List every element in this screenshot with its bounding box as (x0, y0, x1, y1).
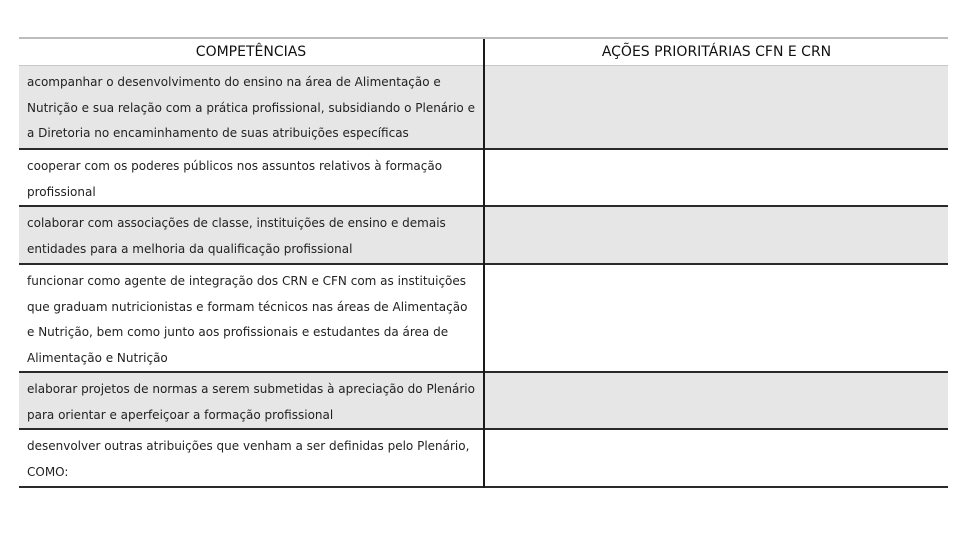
acao-cell (485, 373, 948, 428)
competencia-cell: elaborar projetos de normas a serem submetidas à apreciação do Plenário para orientar e aperfeiçoar a formação profissional (27, 382, 475, 422)
column-divider (483, 39, 485, 488)
acao-cell (485, 430, 948, 486)
acao-cell (485, 207, 948, 263)
competencia-cell: funcionar como agente de integração dos CRN e CFN com as instituições que graduam nutricionistas e formam técnicos nas áreas de Alimentação e Nutrição, bem como junto aos profissionais e estudantes da área de Alimentação e Nutrição (27, 274, 468, 365)
competencia-cell: cooperar com os poderes públicos nos assuntos relativos à formação profissional (27, 159, 443, 199)
header-acoes-prioritarias: AÇÕES PRIORITÁRIAS CFN E CRN (601, 44, 832, 60)
competencia-cell: acompanhar o desenvolvimento do ensino na área de Alimentação e Nutrição e sua relação com a prática profissional, subsidiando o Plenário e a Diretoria no encaminhamento de suas atribuições específicas (27, 75, 475, 140)
competencia-cell: desenvolver outras atribuições que venham a ser definidas pelo Plenário, COMO: (27, 439, 470, 479)
header-competencias: COMPETÊNCIAS (195, 44, 307, 60)
acao-cell (485, 265, 948, 371)
competencia-cell: colaborar com associações de classe, instituições de ensino e demais entidades para a melhoria da qualificação profissional (27, 216, 446, 256)
acao-cell (485, 66, 948, 148)
acao-cell (485, 150, 948, 205)
competencias-table (19, 37, 948, 488)
